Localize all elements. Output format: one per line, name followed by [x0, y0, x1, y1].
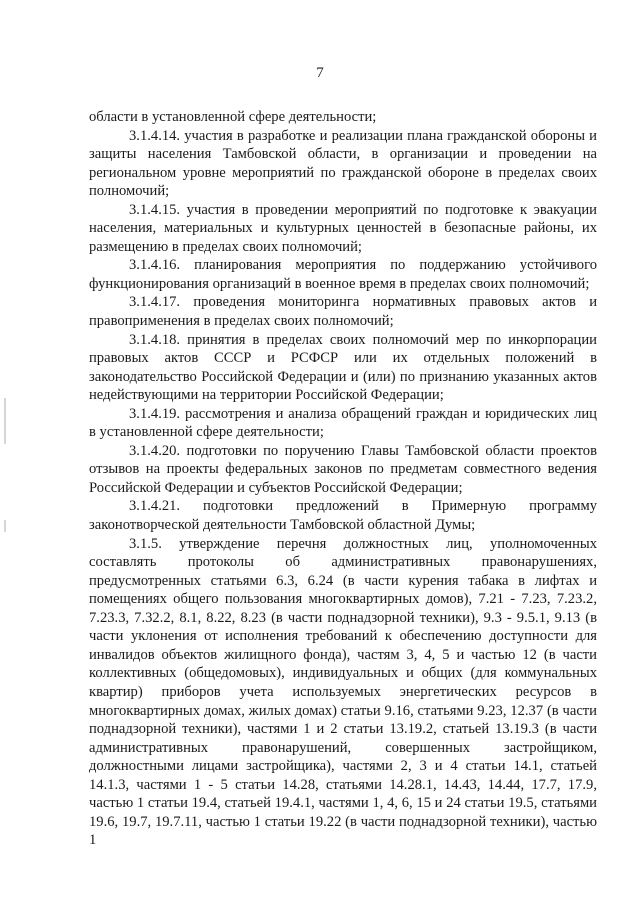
paragraph-3-1-4-20: 3.1.4.20. подготовки по поручению Главы Тамбовской области проектов отзывов на проекты федеральных законов по предметам совместного ведения Российской Федерации и субъектов Российской Федерации; [89, 442, 597, 496]
paragraph-continuation: области в установленной сфере деятельности; [89, 109, 377, 125]
paragraph-3-1-4-14: 3.1.4.14. участия в разработке и реализации плана гражданской обороны и защиты населения Тамбовской области, в организации и проведении на региональном уровне мероприятий по гражданской обороне в пределах своих полномочий; [89, 127, 597, 200]
page-number: 7 [316, 65, 324, 81]
paragraph-3-1-5: 3.1.5. утверждение перечня должностных лиц, уполномоченных составлять протоколы об административных правонарушениях, предусмотренных статьями 6.3, 6.24 (в части курения табака в лифтах и помещениях общего пользования многоквартирных домов), 7.21 - 7.23, 7.23.2, 7.23.3, 7.32.2, 8.1, 8.22, 8.23 (в части поднадзорной техники), 9.3 - 9.5.1, 9.13 (в части уклонения от исполнения требований к обеспечению доступности для инвалидов объектов жилищного фонда), частям 3, 4, 5 и частью 12 (в части коллективных (общедомовых), индивидуальных и общих (для коммунальных квартир) приборов учета используемых энергетических ресурсов в многоквартирных домах, жилых домах) статьи 9.16, статьями 9.23, 12.37 (в части поднадзорной техники), частями 1 и 2 статьи 13.19.2, статьей 13.19.3 (в части административных правонарушений, совершенных застройщиком, должностными лицами застройщика), частями 2, 3 и 4 статьи 14.1, статьей 14.1.3, частями 1 - 5 статьи 14.28, статьями 14.28.1, 14.43, 14.44, 17.7, 17.9, частью 1 статьи 19.4, статьей 19.4.1, частями 1, 4, 6, 15 и 24 статьи 19.5, статьями 19.6, 19.7, 19.7.11, частью 1 статьи 19.22 (в части поднадзорной техники), частью 1 [89, 535, 597, 849]
paragraph-3-1-4-21: 3.1.4.21. подготовки предложений в Примерную программу законотворческой деятельности Тамбовской областной Думы; [89, 498, 597, 534]
paragraph-3-1-4-18: 3.1.4.18. принятия в пределах своих полномочий мер по инкорпорации правовых актов СССР и РСФСР или их отдельных положений в законодательство Российской Федерации и (или) по признанию указанных актов недействующими на территории Российской Федерации; [89, 331, 597, 404]
paragraph-3-1-4-16: 3.1.4.16. планирования мероприятия по поддержанию устойчивого функционирования организаций в военное время в пределах своих полномочий; [89, 257, 597, 292]
margin-scan-mark [4, 520, 6, 532]
paragraph-3-1-4-15: 3.1.4.15. участия в проведении мероприятий по подготовке к эвакуации населения, материальных и культурных ценностей в безопасные районы, их размещению в пределах своих полномочий; [89, 201, 597, 255]
paragraph-3-1-4-17: 3.1.4.17. проведения мониторинга нормативных правовых актов и правоприменения в пределах своих полномочий; [89, 294, 597, 330]
document-body [89, 108, 597, 850]
margin-scan-mark [4, 398, 6, 444]
paragraph-3-1-4-19: 3.1.4.19. рассмотрения и анализа обращений граждан и юридических лиц в установленной сфере деятельности; [89, 405, 597, 441]
